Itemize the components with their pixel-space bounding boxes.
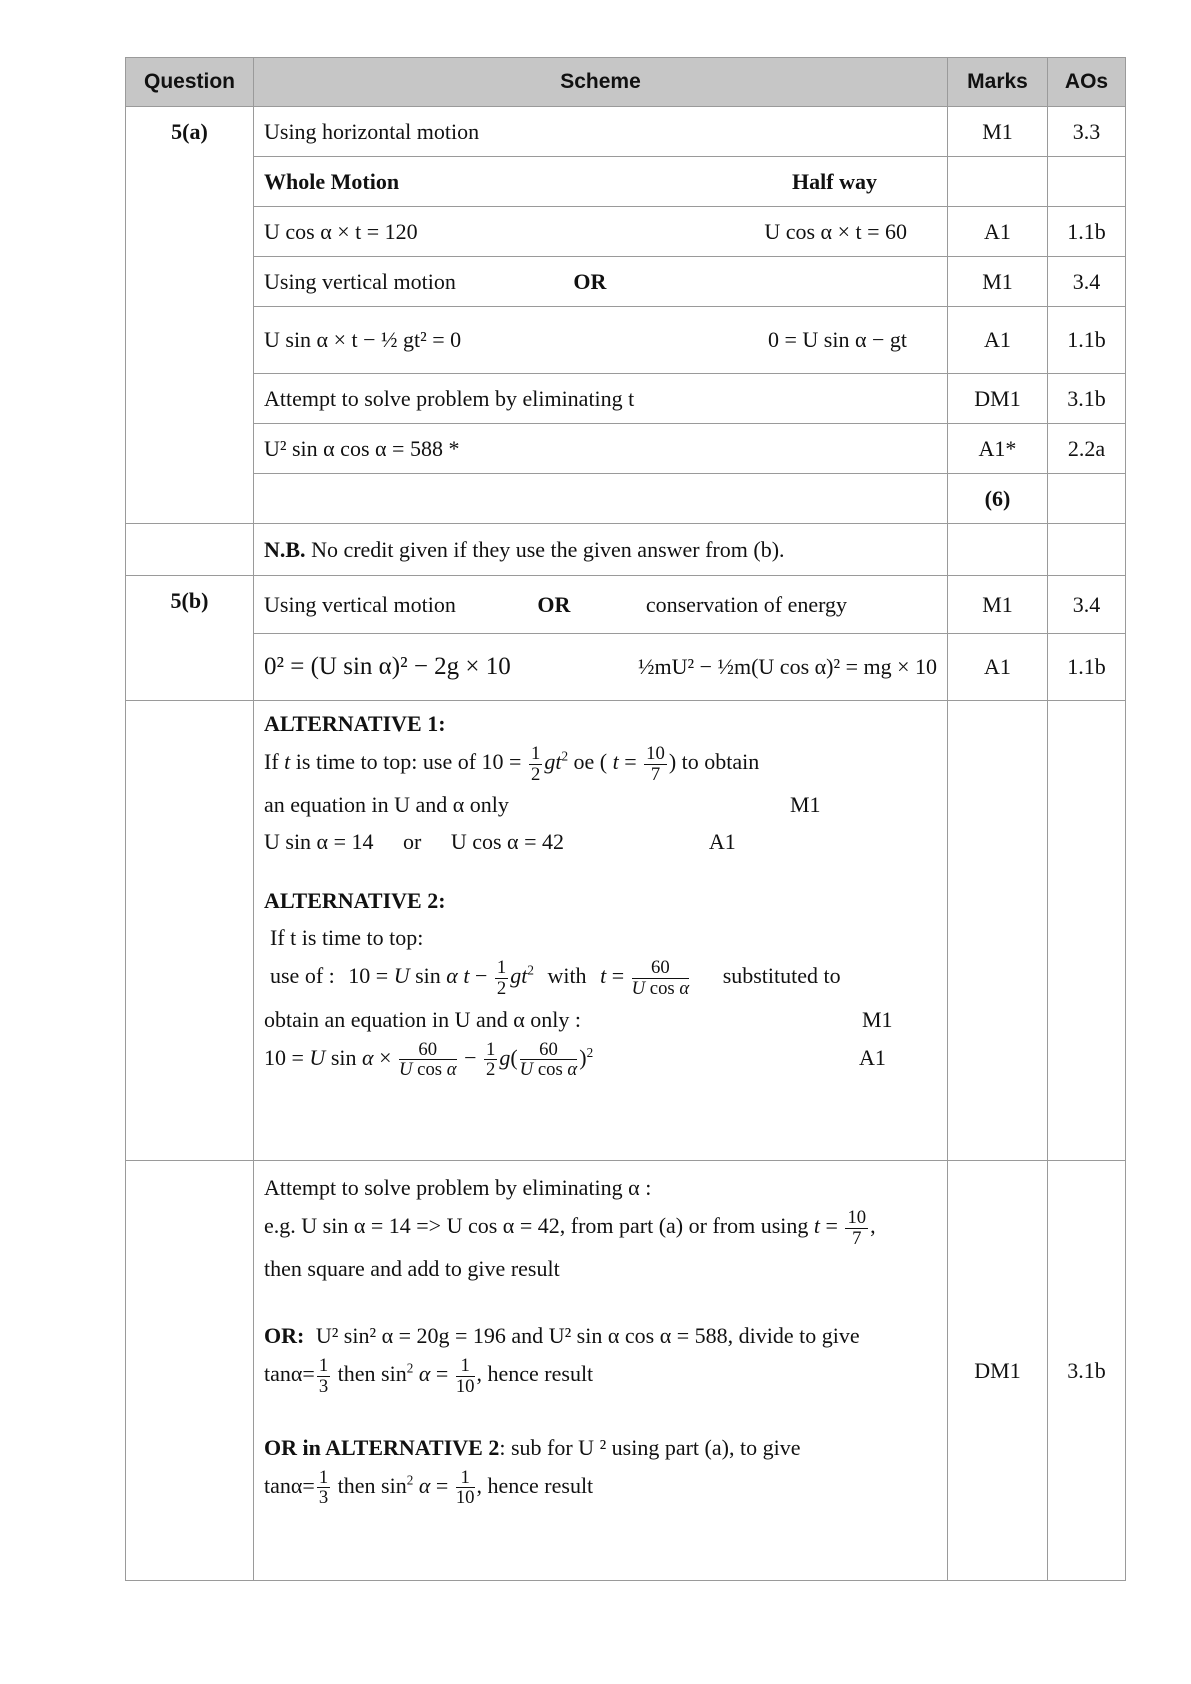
- alternatives-cell: [254, 701, 948, 1161]
- text: and: [505, 1323, 549, 1349]
- mark-cell: M1: [948, 107, 1048, 157]
- table-row: [126, 424, 1126, 474]
- alt2-line4: 10 = U sin α × $\frac{60}{\text{U cos α}}$ − $\frac{1}{2}$ g( $\frac{60}{\text{U cos α}}$ )$^2$ A1: [264, 1038, 886, 1081]
- table-row: [126, 701, 1126, 1161]
- mark-cell: M1: [948, 257, 1048, 307]
- mark-total: (6): [948, 474, 1048, 524]
- text: =>: [410, 1213, 447, 1239]
- equation: U cos α = 42: [446, 1213, 560, 1239]
- scheme-cell: [254, 634, 948, 701]
- ao-cell: [1048, 157, 1126, 207]
- inline-mark: M1: [790, 792, 821, 818]
- text: is time to top: use of: [290, 749, 482, 775]
- ao-cell: 3.1b: [1048, 1161, 1126, 1581]
- scheme-cell: Attempt to solve problem by eliminating t: [254, 374, 948, 424]
- mark-cell: A1: [948, 634, 1048, 701]
- text: , hence result: [476, 1361, 594, 1387]
- half-way-heading: Half way: [792, 168, 877, 194]
- vertical-motion-text: Using vertical motion: [264, 591, 456, 617]
- mark-cell: M1: [948, 576, 1048, 634]
- equation: U² sin² α = 20g = 196: [315, 1323, 506, 1349]
- empty-question-cell: [126, 701, 254, 1161]
- alt2-line3: [264, 1003, 937, 1036]
- text: then: [332, 1472, 382, 1498]
- mark-scheme-table: [125, 57, 1126, 1581]
- scheme-cell: [254, 307, 948, 374]
- inline-mark: A1: [859, 1044, 886, 1070]
- scheme-cell: [254, 576, 948, 634]
- or-text: OR: [573, 268, 607, 294]
- text: then: [332, 1361, 382, 1387]
- question-label-5b: 5(b): [126, 576, 254, 701]
- scheme-cell: [254, 257, 948, 307]
- text: , divide to give: [727, 1323, 860, 1349]
- ao-cell: 3.4: [1048, 576, 1126, 634]
- final-or2: [264, 1431, 937, 1464]
- empty-question-cell: [126, 524, 254, 576]
- nb-label: N.B.: [264, 536, 306, 562]
- inline-mark: A1: [708, 829, 736, 855]
- inline-mark: M1: [862, 1006, 893, 1032]
- equation: U² sin α cos α = 588: [548, 1323, 728, 1349]
- mark-cell: DM1: [948, 374, 1048, 424]
- table-row: [126, 257, 1126, 307]
- equation-suvat: 0² = (U sin α)² − 2g × 10: [264, 653, 511, 680]
- text: obtain an equation in U and α only :: [264, 1006, 582, 1032]
- alt1-line2: [264, 788, 937, 821]
- final-line1: Attempt to solve problem by eliminating α :: [264, 1175, 652, 1200]
- text: tanα=: [264, 1472, 315, 1498]
- equation: U sin α = 14: [264, 829, 374, 855]
- text: an equation in U and α only: [264, 792, 509, 818]
- header-row: [126, 58, 1126, 107]
- alt2-line1: If t is time to top:: [270, 925, 424, 951]
- scheme-cell: [254, 207, 948, 257]
- scheme-cell: Using horizontal motion: [254, 107, 948, 157]
- ao-cell: 3.3: [1048, 107, 1126, 157]
- alt1-title: ALTERNATIVE 1:: [264, 711, 446, 736]
- alt2-title: ALTERNATIVE 2:: [264, 888, 446, 914]
- equation-vertical-whole: U sin α × t − ½ gt² = 0: [264, 327, 462, 352]
- empty-ao-cell: [1048, 524, 1126, 576]
- text: substituted to: [722, 963, 841, 989]
- equation-vertical-half: 0 = U sin α − gt: [767, 327, 907, 352]
- mark-cell: A1*: [948, 424, 1048, 474]
- empty-mark-cell: [948, 524, 1048, 576]
- header-question: Question: [126, 58, 254, 107]
- nb-note: [254, 524, 948, 576]
- empty-ao-cell: [1048, 701, 1126, 1161]
- ao-cell: 3.4: [1048, 257, 1126, 307]
- text: If: [264, 749, 285, 775]
- text: use of :: [270, 963, 335, 989]
- text: e.g.: [264, 1213, 302, 1239]
- mark-cell: DM1: [948, 1161, 1048, 1581]
- empty-question-cell: [126, 1161, 254, 1581]
- text: oe (: [573, 749, 608, 775]
- header-scheme: Scheme: [254, 58, 948, 107]
- or-text: OR: [537, 591, 571, 617]
- text: ) to obtain: [668, 749, 760, 775]
- final-or1: [264, 1319, 937, 1352]
- table-row: [126, 1161, 1126, 1581]
- conservation-text: conservation of energy: [645, 591, 848, 617]
- ao-cell: 1.1b: [1048, 207, 1126, 257]
- table-row: [126, 374, 1126, 424]
- header-aos: AOs: [1048, 58, 1126, 107]
- scheme-cell: [254, 157, 948, 207]
- question-label-5a: 5(a): [126, 107, 254, 524]
- ao-cell: 3.1b: [1048, 374, 1126, 424]
- text: with: [547, 963, 587, 989]
- final-line2: e.g. U sin α = 14 => U cos α = 42, from part (a) or from using t = $\frac{10}{7}$ ,: [264, 1207, 876, 1249]
- empty-mark-cell: [948, 701, 1048, 1161]
- final-method-cell: [254, 1161, 948, 1581]
- table-row: [126, 107, 1126, 157]
- mark-cell: [948, 157, 1048, 207]
- or-label: OR:: [264, 1323, 305, 1349]
- table-row: [126, 307, 1126, 374]
- header-marks: Marks: [948, 58, 1048, 107]
- text: , from part (a) or from using: [559, 1213, 814, 1239]
- or-label: OR in ALTERNATIVE 2: [264, 1434, 500, 1460]
- text: or: [403, 829, 422, 855]
- equation: U sin α = 14: [301, 1213, 411, 1239]
- text: tanα=: [264, 1361, 315, 1387]
- final-line3: then square and add to give result: [264, 1256, 560, 1282]
- final-tan1: tanα= $\frac{1}{3}$ then $\sin^2 \alpha$ = $\frac{1}{10}$ , hence result: [264, 1355, 594, 1397]
- table-row: [126, 576, 1126, 634]
- table-row: [126, 524, 1126, 576]
- text: : sub for U ² using part (a), to give: [499, 1434, 801, 1460]
- equation-half: U cos α × t = 60: [764, 218, 907, 244]
- alt1-line1: If t is time to top: use of 10 = $\frac{1}{2}$ $gt^2$ oe ( t = $\frac{10}{7}$ ) to obtain: [264, 743, 760, 785]
- ao-cell: 2.2a: [1048, 424, 1126, 474]
- equation-whole: U cos α × t = 120: [264, 218, 418, 244]
- table-row: [126, 474, 1126, 524]
- scheme-cell: U² sin α cos α = 588 *: [254, 424, 948, 474]
- table-row: [126, 634, 1126, 701]
- ao-cell: 1.1b: [1048, 634, 1126, 701]
- final-tan2: tanα= $\frac{1}{3}$ then $\sin^2 \alpha$ = $\frac{1}{10}$ , hence result: [264, 1466, 594, 1509]
- alt1-line3: [264, 825, 937, 858]
- vertical-motion-text: Using vertical motion: [264, 268, 456, 294]
- table-row: [126, 207, 1126, 257]
- scheme-cell: [254, 474, 948, 524]
- nb-text: No credit given if they use the given answer from (b).: [305, 536, 785, 562]
- equation-energy: ½mU² − ½m(U cos α)² = mg × 10: [637, 654, 937, 679]
- table-row: [126, 157, 1126, 207]
- whole-motion-heading: Whole Motion: [264, 168, 400, 194]
- alt2-line2: use of : 10 = U sin α t − $\frac{1}{2}$ $gt^2$ with t = $\frac{60}{\text{U cos α}}$ substituted to: [270, 957, 841, 999]
- equation: U cos α = 42: [450, 829, 564, 855]
- ao-cell: 1.1b: [1048, 307, 1126, 374]
- ao-cell: [1048, 474, 1126, 524]
- mark-cell: A1: [948, 307, 1048, 374]
- mark-cell: A1: [948, 207, 1048, 257]
- text: , hence result: [476, 1472, 594, 1498]
